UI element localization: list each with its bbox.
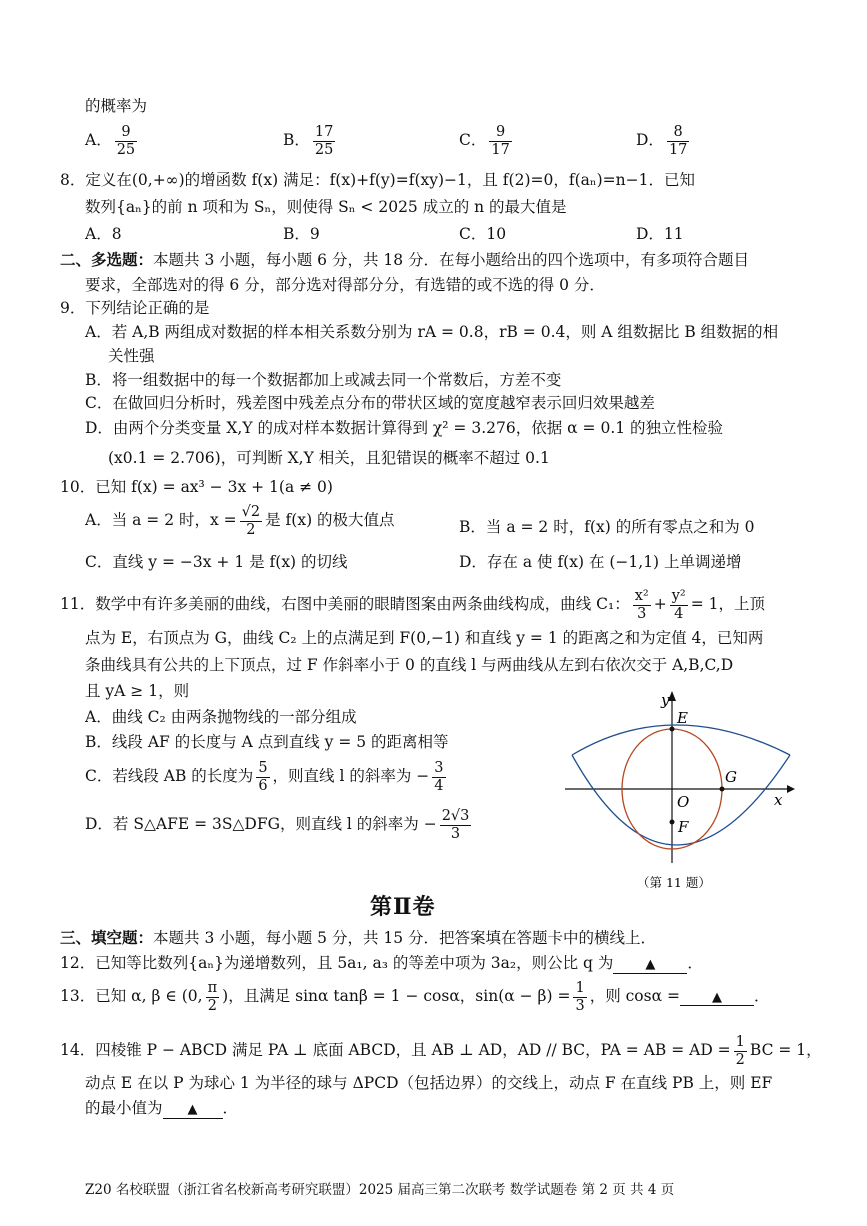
- q7-option-d: D． $\frac{8}{17}$: [636, 124, 688, 158]
- q8-option-b: B．9: [283, 225, 320, 243]
- part-title: 第Ⅱ卷: [370, 894, 436, 920]
- q9-option-d-line2: (x0.1 = 2.706)，可判断 X,Y 相关，且犯错误的概率不超过 0.1: [108, 449, 550, 467]
- q9-option-c: C．在做回归分析时，残差图中残差点分布的带状区域的宽度越窄表示回归效果越差: [85, 394, 655, 412]
- label-f: F: [678, 818, 689, 836]
- q8-stem-line1: 8．定义在(0,+∞)的增函数 f(x) 满足：f(x)+f(y)=f(xy)−1，且 f(2)=0，f(aₙ)=n−1．已知: [60, 171, 695, 189]
- point-e: [670, 727, 675, 732]
- q9-option-b: B．将一组数据中的每一个数据都加上或减去同一个常数后，方差不变: [85, 371, 562, 389]
- q14-line1: 14．四棱锥 P − ABCD 满足 PA ⊥ 底面 ABCD，且 AB ⊥ AD，AD // BC，PA = AB = AD = $\frac{1}{2}$ BC = 1，: [60, 1034, 822, 1068]
- x-axis-arrow-icon: [787, 785, 795, 793]
- q10-option-a: A．当 a = 2 时，x = $\frac{√2}{2}$ 是 f(x) 的极大值点: [85, 504, 395, 538]
- q12-text: 12．已知等比数列{aₙ}为递增数列，且 5a₁, a₃ 的等差中项为 3a₂，则公比 q 为 ▲ ．: [60, 954, 703, 972]
- q11-stem-line4: 且 yA ≥ 1，则: [85, 682, 190, 700]
- q11-option-b: B．线段 AF 的长度与 A 点到直线 y = 5 的距离相等: [85, 733, 449, 751]
- section2-desc-line2: 要求，全部选对的得 6 分，部分选对得部分分，有选错的或不选的得 0 分．: [85, 276, 605, 294]
- q11-figure: [555, 685, 805, 895]
- q12-answer-blank[interactable]: ▲: [613, 958, 687, 974]
- q13-text: 13．已知 α, β ∈ (0, $\frac{\pi}{2}$ )，且满足 sinα tanβ = 1 − cosα，sin(α − β) = $\frac{1}{3}$ ，则 cosα = ▲ ．: [60, 980, 770, 1014]
- q11-stem-line3: 条曲线具有公共的上下顶点，过 F 作斜率小于 0 的直线 l 与两曲线从左到右依次交于 A,B,C,D: [85, 656, 734, 674]
- page-footer: Z20 名校联盟（浙江省名校新高考研究联盟）2025 届高三第二次联考 数学试题卷 第 2 页 共 4 页: [85, 1182, 675, 1198]
- q11-option-c: C．若线段 AB 的长度为 $\frac{5}{6}$ ，则直线 l 的斜率为 − $\frac{3}{4}$: [85, 760, 444, 794]
- q10-option-b: B．当 a = 2 时，f(x) 的所有零点之和为 0: [459, 518, 755, 536]
- q9-option-a-line1: A．若 A,B 两组成对数据的样本相关系数分别为 rA = 0.8，rB = 0.4，则 A 组数据比 B 组数据的相: [85, 323, 779, 341]
- label-e: E: [677, 709, 688, 727]
- q11-stem-line1: 11．数学中有许多美丽的曲线，右图中美丽的眼睛图案由两条曲线构成，曲线 C₁： $\frac{\text{x²}}{3}$ + $\frac{\text{y²}}{4}$ = 1，上顶: [60, 588, 766, 622]
- label-g: G: [725, 768, 737, 786]
- q14-line2: 动点 E 在以 P 为球心 1 为半径的球与 ΔPCD（包括边界）的交线上，动点 F 在直线 PB 上，则 EF: [85, 1074, 773, 1092]
- q9-option-d-line1: D．由两个分类变量 X,Y 的成对样本数据计算得到 χ² = 3.276，依据 α = 0.1 的独立性检验: [85, 419, 724, 437]
- q8-option-a: A．8: [85, 225, 122, 243]
- label-o: O: [677, 793, 690, 811]
- q7-option-a: A． $\frac{9}{25}$: [85, 124, 136, 158]
- q11-stem-line2: 点为 E，右顶点为 G，曲线 C₂ 上的点满足到 F(0,−1) 和直线 y = 1 的距离之和为定值 4，已知两: [85, 629, 764, 647]
- section3-header: 三、填空题：本题共 3 小题，每小题 5 分，共 15 分．把答案填在答题卡中的横线上．: [60, 928, 657, 947]
- q10-option-c: C．直线 y = −3x + 1 是 f(x) 的切线: [85, 553, 348, 571]
- q14-answer-blank[interactable]: ▲: [163, 1103, 223, 1119]
- q8-stem-line2: 数列{aₙ}的前 n 项和为 Sₙ，则使得 Sₙ < 2025 成立的 n 的最大值是: [85, 198, 567, 216]
- q9-stem: 9．下列结论正确的是: [60, 299, 210, 317]
- q13-answer-blank[interactable]: ▲: [680, 990, 754, 1006]
- q8-option-c: C．10: [459, 225, 507, 243]
- q14-line3: 的最小值为 ▲ ．: [85, 1099, 239, 1117]
- q11-option-d: D．若 S△AFE = 3S△DFG，则直线 l 的斜率为 − $\frac{2√3}{3}$: [85, 808, 470, 842]
- point-f: [670, 820, 675, 825]
- y-axis-label: y: [661, 691, 670, 709]
- q9-option-a-line2: 关性强: [108, 347, 155, 365]
- q8-option-d: D．11: [636, 225, 684, 243]
- q7-option-b: B． $\frac{17}{25}$: [283, 124, 334, 158]
- q10-option-d: D．存在 a 使 f(x) 在 (−1,1) 上单调递增: [459, 553, 742, 571]
- q10-stem: 10．已知 f(x) = ax³ − 3x + 1(a ≠ 0): [60, 478, 333, 496]
- figure-caption: （第 11 题）: [637, 875, 711, 890]
- q7-stem-tail: 的概率为: [85, 97, 148, 115]
- q11-option-a: A．曲线 C₂ 由两条抛物线的一部分组成: [85, 708, 357, 726]
- section2-header: 二、多选题：本题共 3 小题，每小题 6 分，共 18 分．在每小题给出的四个选项中，有多项符合题目: [60, 250, 750, 269]
- x-axis-label: x: [774, 791, 783, 809]
- point-g: [720, 787, 725, 792]
- q7-option-c: C． $\frac{9}{17}$: [459, 124, 510, 158]
